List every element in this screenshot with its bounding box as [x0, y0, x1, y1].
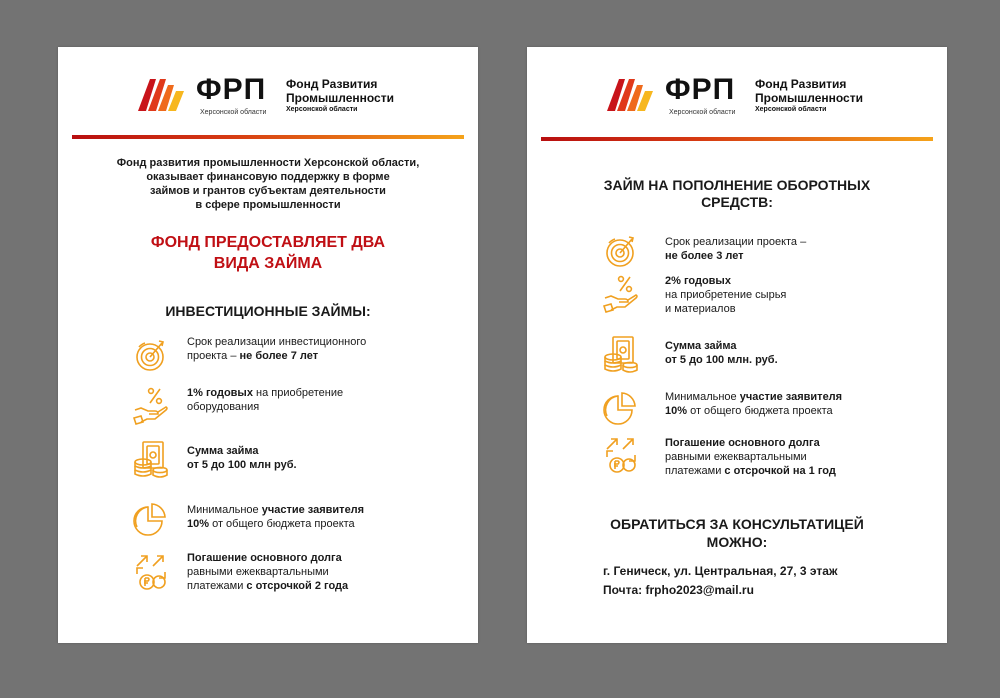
item-line [187, 517, 457, 531]
logo-name-line-1: Фонд Развития [755, 77, 847, 91]
repayment-arrows-icon [133, 552, 169, 592]
item-line: и материалов [665, 303, 736, 315]
item-text-bold: 10% [665, 405, 688, 417]
list-item [603, 274, 923, 320]
item-text-part: платежами [187, 580, 247, 592]
item-line: Сумма займа [665, 340, 737, 352]
item-line: Погашение основного долга [665, 437, 820, 449]
logo-subtitle: Херсонской области [200, 109, 267, 116]
list-item [603, 435, 923, 481]
section-title [547, 177, 927, 211]
item-text-bold: участие заявителя [261, 504, 365, 516]
item-text-bold: не более 7 лет [239, 350, 319, 362]
contact-email[interactable]: Почта: frpho2023@mail.ru [603, 583, 754, 597]
item-text-part: на приобретение [252, 387, 344, 399]
section-title-line: СРЕДСТВ: [701, 194, 773, 210]
intro-line: займов и грантов субъектам деятельности [150, 185, 386, 197]
item-line [187, 349, 457, 363]
item-line: 2% годовых [665, 275, 731, 287]
item-line [665, 404, 935, 418]
frp-logo-mark-icon [605, 73, 657, 117]
logo-abbreviation: ФРП [665, 73, 736, 106]
contact-title-line: МОЖНО: [706, 534, 768, 550]
percent-hand-icon [133, 386, 169, 426]
item-text [665, 235, 935, 263]
logo-name [755, 77, 885, 105]
intro-line: Фонд развития промышленности Херсонской области, [116, 157, 420, 169]
contact-title-line: ОБРАТИТЬСЯ ЗА КОНСУЛЬТАТИЦЕЙ [610, 516, 864, 532]
list-item [133, 499, 453, 545]
intro-line: оказывает финансовую поддержку в форме [146, 171, 390, 183]
logo-abbreviation: ФРП [196, 73, 267, 106]
pie-chart-icon [603, 388, 639, 428]
item-text-part: от общего бюджета проекта [209, 518, 355, 530]
percent-hand-icon [603, 274, 639, 314]
logo-name-line-2: Промышленности [755, 91, 863, 105]
headline [78, 232, 458, 274]
right-page [527, 47, 947, 643]
item-line [665, 390, 935, 404]
contact-address: г. Геническ, ул. Центральная, 27, 3 этаж [603, 564, 838, 578]
item-line [187, 579, 457, 593]
logo-name [286, 77, 416, 105]
list-item [133, 552, 453, 598]
gradient-divider [72, 135, 464, 139]
item-line: от 5 до 100 млн. руб. [665, 354, 778, 366]
header [527, 73, 947, 117]
intro-line: в сфере промышленности [195, 199, 341, 211]
item-text [665, 339, 935, 367]
coins-stack-icon [133, 440, 169, 480]
frp-logo-mark-icon [136, 73, 188, 117]
target-icon [603, 231, 639, 271]
item-text [187, 335, 457, 363]
item-text [665, 436, 935, 478]
item-line: Сумма займа [187, 445, 259, 457]
item-line: от 5 до 100 млн руб. [187, 459, 297, 471]
list-item [133, 335, 453, 381]
logo-name-line-2: Промышленности [286, 91, 394, 105]
headline-line: ВИДА ЗАЙМА [213, 255, 323, 272]
item-text [665, 274, 935, 316]
item-line [187, 386, 457, 400]
list-item [603, 388, 923, 434]
item-line: на приобретение сырья [665, 289, 787, 301]
item-text-bold: 1% годовых [187, 387, 253, 399]
item-text-part: платежами [665, 465, 725, 477]
intro-text [78, 156, 458, 212]
item-line: равными ежеквартальными [187, 566, 329, 578]
item-line: оборудования [187, 401, 260, 413]
item-line: Срок реализации проекта – [665, 236, 807, 248]
section-title-line: ЗАЙМ НА ПОПОЛНЕНИЕ ОБОРОТНЫХ [603, 177, 871, 193]
gradient-divider [541, 137, 933, 141]
item-text-part: от общего бюджета проекта [687, 405, 833, 417]
item-text-bold: участие заявителя [739, 391, 843, 403]
item-text [187, 444, 457, 472]
coins-stack-icon [603, 335, 639, 375]
list-item [603, 335, 923, 381]
list-item [603, 231, 923, 277]
target-icon [133, 335, 169, 375]
item-line [187, 503, 457, 517]
section-title: ИНВЕСТИЦИОННЫЕ ЗАЙМЫ: [165, 303, 371, 319]
item-text-bold: с отсрочкой 2 года [246, 580, 349, 592]
item-line: Погашение основного долга [187, 552, 342, 564]
logo-subtitle: Херсонской области [669, 109, 736, 116]
headline-line: ФОНД ПРЕДОСТАВЛЯЕТ ДВА [150, 234, 386, 251]
list-item [133, 440, 453, 486]
left-page [58, 47, 478, 643]
header [58, 73, 478, 117]
item-text-part: Минимальное [665, 391, 740, 403]
item-text [187, 503, 457, 531]
item-line [665, 464, 935, 478]
item-text-part: Минимальное [187, 504, 262, 516]
logo-region: Херсонской области [286, 106, 358, 113]
contact-title [547, 515, 927, 551]
pie-chart-icon [133, 499, 169, 539]
item-text [665, 390, 935, 418]
item-line: Срок реализации инвестиционного [187, 336, 367, 348]
item-text-bold: 10% [187, 518, 210, 530]
list-item [133, 386, 453, 432]
logo-region: Херсонской области [755, 106, 827, 113]
logo-name-line-1: Фонд Развития [286, 77, 378, 91]
item-text [187, 551, 457, 593]
repayment-arrows-icon [603, 435, 639, 475]
item-text [187, 386, 457, 414]
item-line: не более 3 лет [665, 250, 744, 262]
item-text-bold: с отсрочкой на 1 год [724, 465, 836, 477]
item-text-part: проекта – [187, 350, 240, 362]
item-line: равными ежеквартальными [665, 451, 807, 463]
